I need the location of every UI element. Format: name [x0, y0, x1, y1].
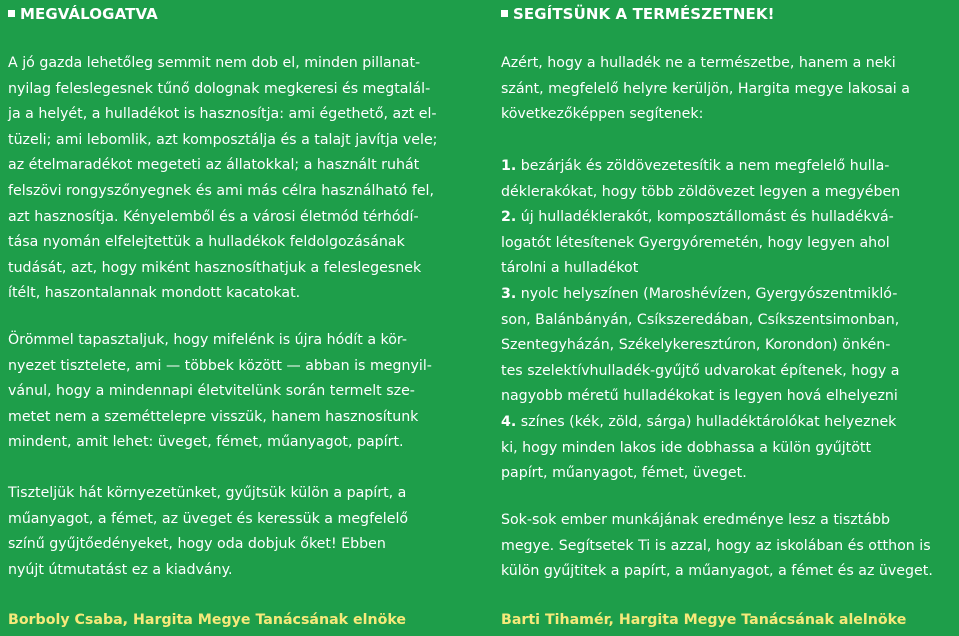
text-line: következőképpen segítenek: — [501, 106, 704, 123]
list-item-1: 1. bezárják és zöldövezetesítik a nem megfelelő hulla- — [501, 158, 890, 174]
right-signature: Barti Tihamér, Hargita Megye Tanácsának alelnöke — [501, 612, 907, 628]
text-line: Szentegyházán, Székelykeresztúron, Korondon) önkén- — [501, 337, 891, 354]
list-item-4: 4. színes (kék, zöld, sárga) hulladéktárolókat helyeznek — [501, 413, 897, 430]
list-number: 1. — [501, 158, 517, 174]
list-number: 2. — [501, 209, 517, 226]
right-list — [501, 154, 900, 487]
text-line: ja a helyét, a hulladékot is hasznosítja: ami égethető, azt el- — [8, 106, 437, 123]
list-item-3: 3. nyolc helyszínen (Maroshévízen, Gyergyószentmikló- — [501, 285, 898, 302]
text-line: logatót létesítenek Gyergyóremetén, hogy legyen ahol — [501, 234, 890, 251]
text-line: nyilag feleslegesnek tűnő dolognak megkeresi és megtalál- — [8, 80, 431, 97]
text-line: Tiszteljük hát környezetünket, gyűjtsük külön a papírt, a — [8, 485, 407, 501]
left-paragraph-3 — [8, 481, 408, 583]
right-intro — [501, 51, 910, 128]
text-line: színű gyűjtőedényeket, hogy oda dobjuk őket! Ebben — [8, 536, 386, 553]
list-item-2: 2. új hulladéklerakót, komposztállomást és hulladékvá- — [501, 209, 894, 226]
right-outro — [501, 508, 933, 585]
text-line: tes szelektívhulladék-gyűjtő udvarokat építenek, hogy a — [501, 362, 900, 379]
text-line: papírt, műanyagot, fémet, üveget. — [501, 465, 747, 482]
list-number: 4. — [501, 413, 517, 430]
text-line: tárolni a hulladékot — [501, 260, 639, 277]
left-heading — [8, 5, 158, 23]
text-line: műanyagot, a fémet, az üveget és keressük a megfelelő — [8, 510, 409, 527]
right-heading-text: SEGÍTSÜNK A TERMÉSZETNEK! — [513, 5, 775, 23]
text-line: nyújt útmutatást ez a kiadvány. — [8, 561, 233, 578]
text-line: szánt, megfelelő helyre kerüljön, Hargita megye lakosai a — [501, 80, 910, 97]
text-line: az ételmaradékot megeteti az állatokkal; a használt ruhát — [8, 157, 420, 174]
left-paragraph-2 — [8, 328, 432, 456]
left-paragraph-1 — [8, 51, 437, 307]
text-line: nyezet tisztelete, ami — többek között — abban is megnyil- — [8, 357, 432, 374]
text-line: megye. Segítsetek Ti is azzal, hogy az iskolában és otthon is — [501, 537, 931, 554]
text-line: metet nem a szeméttelepre visszük, hanem hasznosítunk — [8, 408, 419, 425]
square-bullet-icon — [501, 10, 508, 17]
square-bullet-icon — [8, 10, 15, 17]
text-line: Örömmel tapasztaljuk, hogy mifelénk is újra hódít a kör- — [8, 332, 407, 348]
right-heading — [501, 5, 775, 23]
text-line: Sok-sok ember munkájának eredménye lesz a tisztább — [501, 512, 890, 528]
text-line: mindent, amit lehet: üveget, fémet, műanyagot, papírt. — [8, 434, 404, 451]
text-line: A jó gazda lehetőleg semmit nem dob el, minden pillanat- — [8, 55, 421, 71]
list-number: 3. — [501, 285, 517, 302]
text-line: felszövi rongyszőnyegnek és ami más célra használható fel, — [8, 182, 434, 199]
text-line: tása nyomán elfelejtettük a hulladékok feldolgozásának — [8, 234, 405, 251]
text-line: nagyobb méretű hulladékokat is legyen hová elhelyezni — [501, 388, 898, 405]
text-line: külön gyűjtitek a papírt, a műanyagot, a fémet és az üveget. — [501, 563, 933, 580]
text-line: azt hasznosítja. Kényelemből és a városi életmód térhódí- — [8, 208, 419, 225]
text-line: son, Balánbányán, Csíkszeredában, Csíkszentsimonban, — [501, 311, 900, 328]
left-signature: Borboly Csaba, Hargita Megye Tanácsának elnöke — [8, 612, 407, 628]
text-line: tudását, azt, hogy miként hasznosíthatjuk a feleslegesnek — [8, 259, 422, 276]
text-line: Azért, hogy a hulladék ne a természetbe, hanem a neki — [501, 55, 896, 71]
text-line: déklerakókat, hogy több zöldövezet legyen a megyében — [501, 183, 901, 200]
left-heading-text: MEGVÁLOGATVA — [20, 5, 158, 23]
text-line: ki, hogy minden lakos ide dobhassa a külön gyűjtött — [501, 439, 872, 456]
text-line: vánul, hogy a mindennapi életvitelünk során termelt sze- — [8, 383, 415, 400]
text-line: tüzeli; ami lebomlik, azt komposztálja és a talajt javítja vele; — [8, 131, 438, 148]
text-line: ítélt, haszontalannak mondott kacatokat. — [8, 285, 301, 302]
